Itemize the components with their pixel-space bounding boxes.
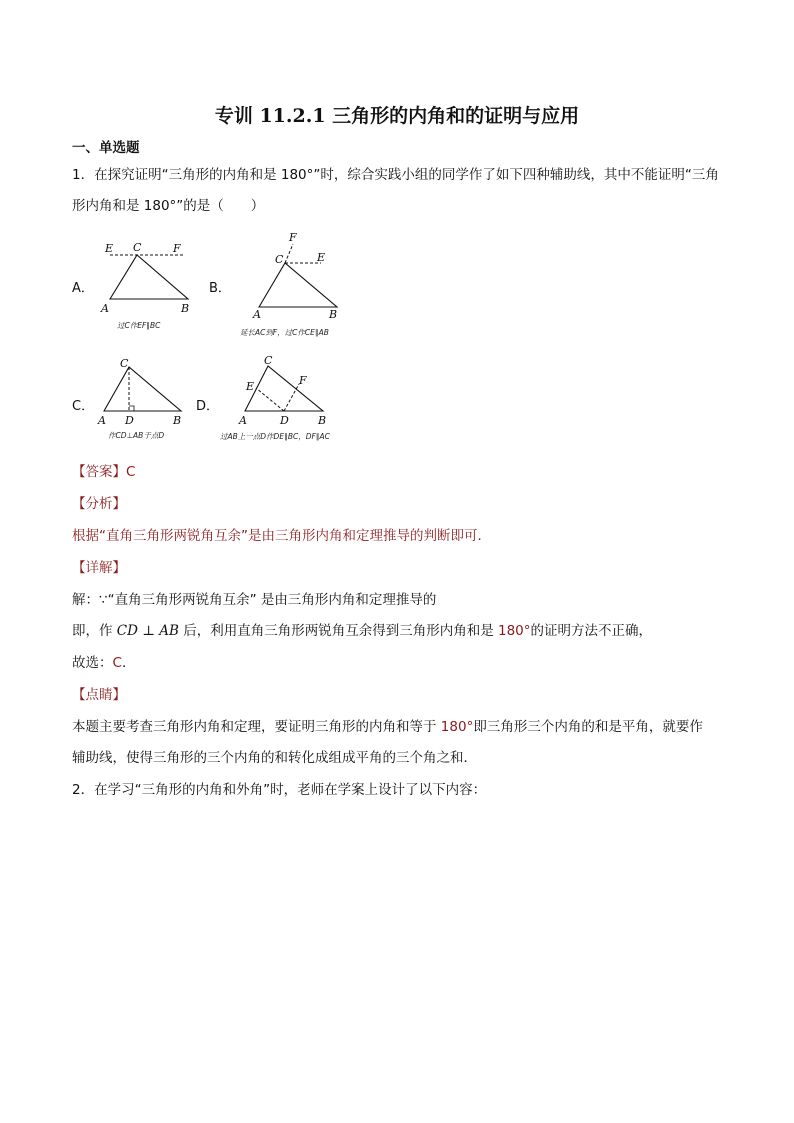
detail-line-2-b: 后，利用直角三角形两锐角互余得到三角形内角和是 [178, 623, 498, 639]
label-f: F [299, 374, 307, 387]
triangle-abc [259, 263, 337, 307]
comment-line-1-c: 即三角形三个内角的和是平角，就要作 [473, 719, 703, 735]
detail-line-2-c: 180° [498, 623, 531, 639]
question-2-line-1: 2．在学习“三角形的内角和外角”时，老师在学案上设计了以下内容： [72, 782, 487, 798]
label-e: E [246, 380, 255, 393]
right-angle-mark [129, 406, 134, 411]
option-c-figure [95, 355, 195, 435]
option-a-figure [95, 238, 205, 318]
label-f: F [289, 231, 297, 244]
option-b-caption: 延长AC到F，过C作CE∥AB [240, 328, 329, 337]
option-d-caption: 过AB上一点D作DE∥BC，DF∥AC [220, 432, 330, 441]
detail-line-3 [72, 653, 135, 673]
detail-line-2 [72, 621, 652, 641]
label-b: B [173, 414, 182, 427]
label-b: B [329, 308, 338, 321]
option-d-figure [235, 352, 365, 432]
option-c-label: C． [72, 399, 95, 414]
comment-line-2: 辅助线，使得三角形的三个内角的和转化成组成平角的三个角之和． [72, 750, 477, 766]
detail-tag: 【详解】 [72, 560, 126, 576]
page-title: 专训 11.2.1 三角形的内角和的证明与应用 [214, 105, 580, 127]
label-e: E [105, 242, 114, 255]
option-a-caption: 过C作EF∥BC [117, 321, 161, 330]
triangle-abc [110, 255, 188, 299]
detail-line-3-b: C [112, 655, 122, 671]
option-b-label: B． [209, 281, 231, 296]
line-cf [285, 244, 293, 263]
detail-line-2-a: 即，作 [72, 623, 117, 639]
label-a: A [101, 302, 109, 315]
detail-line-1: 解：∵“直角三角形两锐角互余” 是由三角形内角和定理推导的 [72, 592, 437, 608]
label-c: C [275, 253, 284, 266]
option-b-figure [245, 228, 365, 321]
detail-line-3-a: 故选： [72, 655, 113, 671]
analysis-tag: 【分析】 [72, 496, 126, 512]
label-d: D [280, 414, 289, 427]
section-heading: 一、单选题 [72, 140, 140, 156]
label-a: A [239, 414, 247, 427]
label-c: C [264, 354, 273, 367]
detail-math-cd-ab: CD ⊥ AB [116, 623, 179, 639]
option-d-label: D． [196, 399, 220, 414]
detail-line-3-c: ． [121, 655, 136, 671]
label-c: C [120, 357, 129, 370]
comment-tag: 【点睛】 [72, 687, 126, 703]
label-b: B [318, 414, 327, 427]
label-a: A [98, 414, 106, 427]
option-a-label: A． [72, 281, 94, 296]
line-de [256, 388, 284, 411]
detail-line-2-d: 的证明方法不正确， [530, 623, 653, 639]
option-c-caption: 作CD⊥AB于点D [108, 431, 165, 440]
label-a: A [253, 308, 261, 321]
label-c: C [133, 241, 142, 254]
comment-line-1-b: 180° [440, 719, 474, 735]
answer-row [72, 462, 135, 482]
question-1-line-1: 1．在探究证明“三角形的内角和是 180°”时，综合实践小组的同学作了如下四种辅助线，其中不能证明“三角 [72, 167, 719, 183]
line-df [284, 384, 299, 411]
label-f: F [173, 242, 181, 255]
answer-tag: 【答案】 [72, 464, 126, 480]
question-1-line-2: 形内角和是 180°”的是（ ） [72, 198, 265, 214]
answer-value: C [126, 464, 136, 480]
triangle-abc [104, 367, 181, 411]
label-d: D [125, 414, 134, 427]
label-e: E [317, 251, 326, 264]
comment-line-1-a: 本题主要考查三角形内角和定理，要证明三角形的内角和等于 [72, 719, 441, 735]
analysis-text: 根据“直角三角形两锐角互余”是由三角形内角和定理推导的判断即可． [72, 528, 491, 544]
comment-line-1 [72, 717, 703, 737]
label-b: B [181, 302, 190, 315]
